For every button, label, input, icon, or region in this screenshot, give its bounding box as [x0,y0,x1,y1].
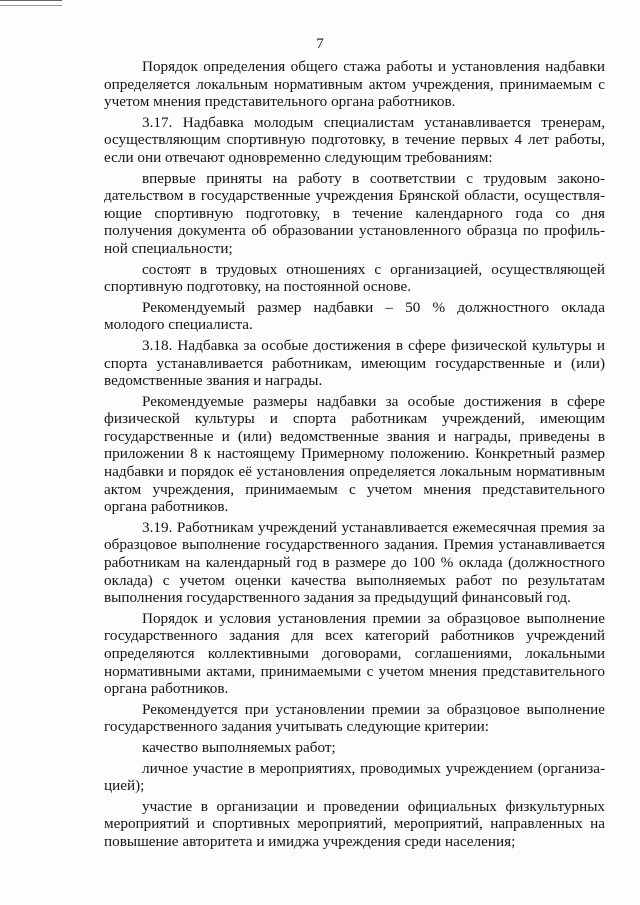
document-body [104,58,605,851]
paragraph-requirement-employed: состоят в трудовых отношениях с организацией, осуществляющей спортивную подготовку, на постоянной основе. [104,260,605,296]
paragraph-young-specialist-rate: Рекомендуемый размер надбавки – 50 % должностного оклада молодого специалиста. [104,298,605,334]
paragraph-criterion-quality: качество выполняемых работ; [142,738,336,756]
paragraph-criterion-events: участие в организации и проведении официальных физкультурных мероприятий и спортивных мероприятий, мероприятий, направленных на повышение авторитета и имиджа учреждения среди населения; [104,797,605,850]
paragraph-bonus-order: Порядок и условия установления премии за образцовое выполнение государственного задания для всех категорий работников учреждений определяются коллективными договорами, соглашениями, локальными нормативными актами, принимаемыми с учетом мнения представительного органа работников. [104,609,605,698]
paragraph-bonus-criteria-intro: Рекомендуется при установлении премии за образцовое выполнение государственного задания учитывать следующие критерии: [104,700,605,736]
paragraph-criterion-participation: личное участие в мероприятиях, проводимых учреждением (организацией); [104,759,605,795]
paragraph-achievements-rates: Рекомендуемые размеры надбавки за особые достижения в сфере физической культуры и спорта работникам учреждений, имеющим государственные и (или) ведомственные звания и награды, приведены в приложении 8 к настоящему Примерному положению. Конкретный размер надбавки и порядок её установления определяется локальным нормативным актом учреждения, принимаемым с учетом мнения представительного органа работников. [104,392,605,516]
paragraph-3-19: 3.19. Работникам учреждений устанавливается ежемесячная премия за образцовое выполнение государственного задания. Премия устанавливается работникам на календарный год в размере до 100 % оклада (должностного оклада) с учетом оценки качества выполняемых работ по результатам выполнения государственного задания за предыдущий финансовый год. [104,518,605,607]
paragraph-stazh-order: Порядок определения общего стажа работы и установления надбавки определяется локальным нормативным актом учреждения, принимаемым с учетом мнения представительного органа работников. [104,58,605,111]
scan-edge-mark [0,0,62,6]
paragraph-3-17: 3.17. Надбавка молодым специалистам устанавливается тренерам, осуществляющим спортивную подготовку, в течение первых 4 лет работы, если они отвечают одновременно следующим требованиям: [104,113,605,166]
paragraph-requirement-hired: впервые приняты на работу в соответствии с трудовым законодательством в государственные учреждения Брянской области, осуществляющие спортивную подготовку, в течение календарного года со дня получения документа об образовании установленного образца по профильной специальности; [104,169,605,257]
paragraph-3-18: 3.18. Надбавка за особые достижения в сфере физической культуры и спорта устанавливается работникам, имеющим государственные и (или) ведомственные звания и награды. [104,336,605,390]
page-number: 7 [316,36,324,52]
